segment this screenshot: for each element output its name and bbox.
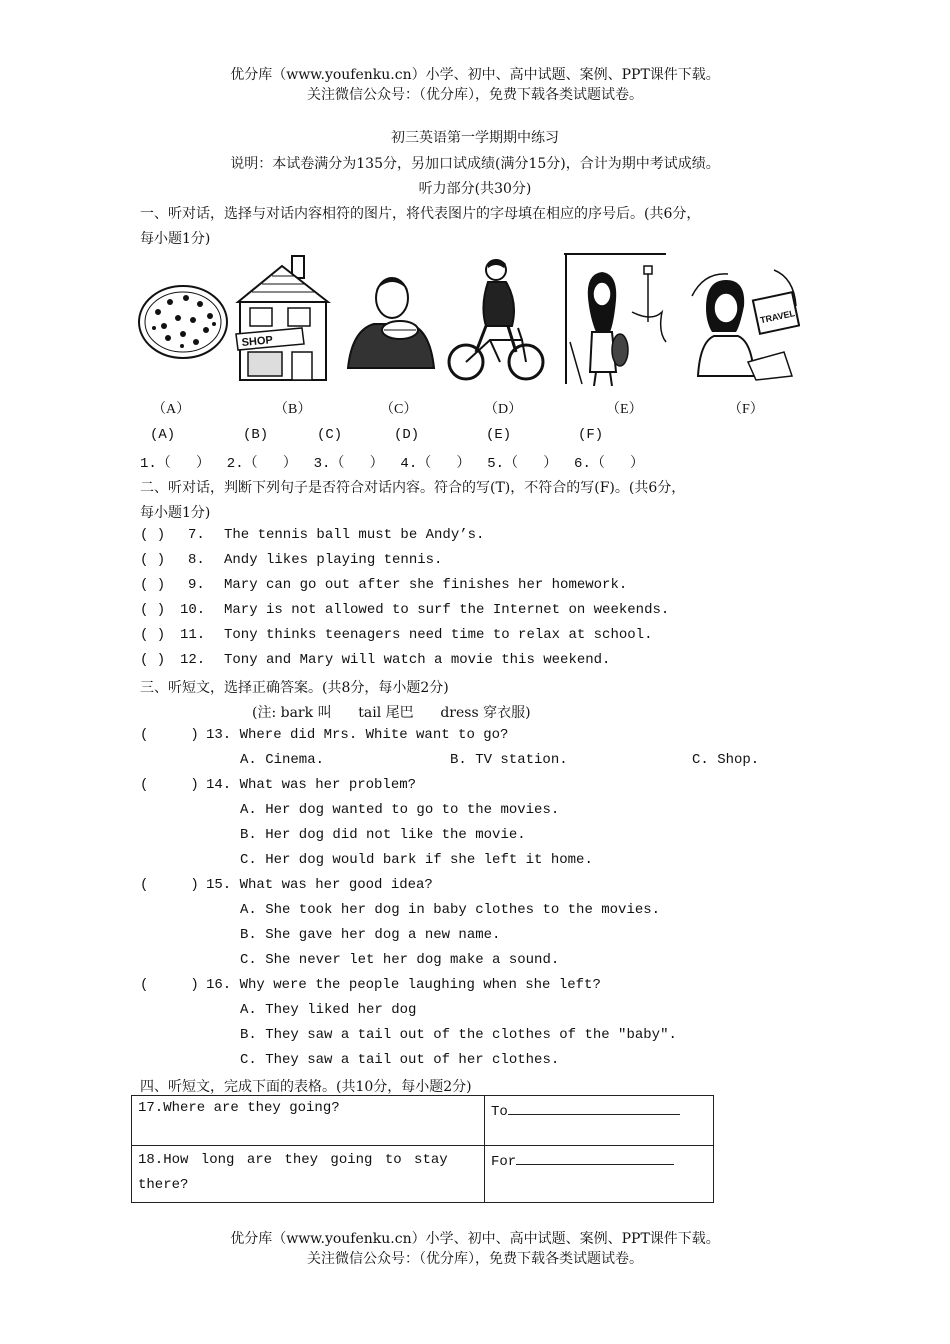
choice-answer-paren[interactable]: ( ) [140,727,199,743]
girl-violin-icon [562,252,668,386]
man-eating-icon [344,272,436,370]
letter-a: (A) [150,427,176,443]
question-text: 16. Why were the people laughing when she left? [206,977,601,993]
table-question-17: 17.Where are they going? [132,1096,485,1146]
part3-instruction: 三、听短文，选择正确答案。(共8分，每小题2分) [140,680,449,696]
option-b: B. Her dog did not like the movie. [240,827,526,843]
footer-line-2: 关注微信公众号：（优分库），免费下载各类试题试卷。 [307,1251,643,1267]
option-a: A. She took her dog in baby clothes to the movies. [240,902,661,918]
letter-e: (E) [486,427,512,443]
footer-line-1: 优分库（www.youfenku.cn）小学、初中、高中试题、案例、PPT课件下载。 [230,1231,720,1247]
tf-item-text: Mary can go out after she finishes her homework. [224,577,628,593]
header-line-2: 关注微信公众号：（优分库），免费下载各类试题试卷。 [307,87,643,103]
tf-item-text: Tony thinks teenagers need time to relax at school. [224,627,653,643]
tf-item-text: Andy likes playing tennis. [224,552,443,568]
table-row [132,1096,714,1146]
tf-item-number: 9. [188,577,205,593]
part2-instruction-line1: 二、听对话，判断下列句子是否符合对话内容。符合的写(T)，不符合的写(F)。(共6分， [140,480,686,496]
option-b: B. TV station. [450,752,568,768]
picture-label-f: （F） [728,402,764,417]
part1-instruction-line1: 一、听对话，选择与对话内容相符的图片，将代表图片的字母填在相应的序号后。(共6分， [140,206,701,222]
question-text: 13. Where did Mrs. White want to go? [206,727,509,743]
answer-prefix-to: To [491,1104,508,1120]
tf-item-number: 10. [180,602,206,618]
tf-item-text: The tennis ball must be Andy’s. [224,527,485,543]
tf-answer-paren[interactable]: ( ) [140,552,166,568]
question-text: 15. What was her good idea? [206,877,433,893]
tf-item-number: 12. [180,652,206,668]
letter-b: (B) [243,427,269,443]
pizza-icon [138,282,228,362]
part2-instruction-line2: 每小题1分) [140,505,211,521]
letter-c: (C) [317,427,343,443]
shop-house-icon [232,252,334,384]
listening-title: 听力部分(共30分) [418,181,532,197]
shop-sign-text: SHOP [241,334,274,349]
part3-vocab-note: (注: bark 叫 tail 尾巴 dress 穿衣服) [252,705,531,721]
option-c: C. Her dog would bark if she left it home. [240,852,593,868]
table-row [132,1146,714,1203]
answer-blank-17[interactable] [508,1100,680,1115]
tf-answer-paren[interactable]: ( ) [140,627,166,643]
exam-title: 初三英语第一学期期中练习 [391,130,559,146]
tf-answer-paren[interactable]: ( ) [140,652,166,668]
tf-item-text: Tony and Mary will watch a movie this weekend. [224,652,611,668]
picture-label-d: （D） [484,402,523,417]
table-question-18: 18.How long are they going to stay there? [132,1146,485,1203]
choice-answer-paren[interactable]: ( ) [140,777,199,793]
tf-item-number: 8. [188,552,205,568]
header-line-1: 优分库（www.youfenku.cn）小学、初中、高中试题、案例、PPT课件下载。 [230,67,720,83]
letter-d: (D) [394,427,420,443]
travel-girl-icon [684,266,800,382]
option-c: C. They saw a tail out of her clothes. [240,1052,560,1068]
table-answer-18[interactable] [485,1146,714,1203]
tf-item-text: Mary is not allowed to surf the Internet on weekends. [224,602,670,618]
part1-answer-line[interactable]: 1.（ ） 2.（ ） 3.（ ） 4.（ ） 5.（ ） 6.（ ） [140,456,645,472]
picture-label-b: （B） [274,402,312,417]
bicycle-rider-icon [446,256,546,384]
tf-answer-paren[interactable]: ( ) [140,577,166,593]
question-text: 14. What was her problem? [206,777,417,793]
picture-label-e: （E） [606,402,643,417]
picture-label-c: （C） [380,402,418,417]
choice-answer-paren[interactable]: ( ) [140,877,199,893]
picture-label-a: （A） [152,402,191,417]
exam-note: 说明：本试卷满分为135分，另加口试成绩(满分15分)，合计为期中考试成绩。 [230,156,720,172]
option-c: C. Shop. [692,752,760,768]
table-answer-17[interactable] [485,1096,714,1146]
option-a: A. Cinema. [240,752,325,768]
option-a: A. They liked her dog [240,1002,417,1018]
travel-sign-text: TRAVEL [759,308,796,326]
answer-blank-18[interactable] [516,1150,674,1165]
answer-table [131,1095,714,1203]
part4-instruction: 四、听短文，完成下面的表格。(共10分，每小题2分) [140,1079,472,1095]
tf-answer-paren[interactable]: ( ) [140,602,166,618]
choice-answer-paren[interactable]: ( ) [140,977,199,993]
tf-answer-paren[interactable]: ( ) [140,527,166,543]
option-b: B. She gave her dog a new name. [240,927,501,943]
tf-item-number: 7. [188,527,205,543]
answer-prefix-for: For [491,1154,517,1170]
option-b: B. They saw a tail out of the clothes of the "baby". [240,1027,677,1043]
option-a: A. Her dog wanted to go to the movies. [240,802,560,818]
letter-f: (F) [578,427,604,443]
tf-item-number: 11. [180,627,206,643]
part1-instruction-line2: 每小题1分) [140,231,211,247]
option-c: C. She never let her dog make a sound. [240,952,560,968]
